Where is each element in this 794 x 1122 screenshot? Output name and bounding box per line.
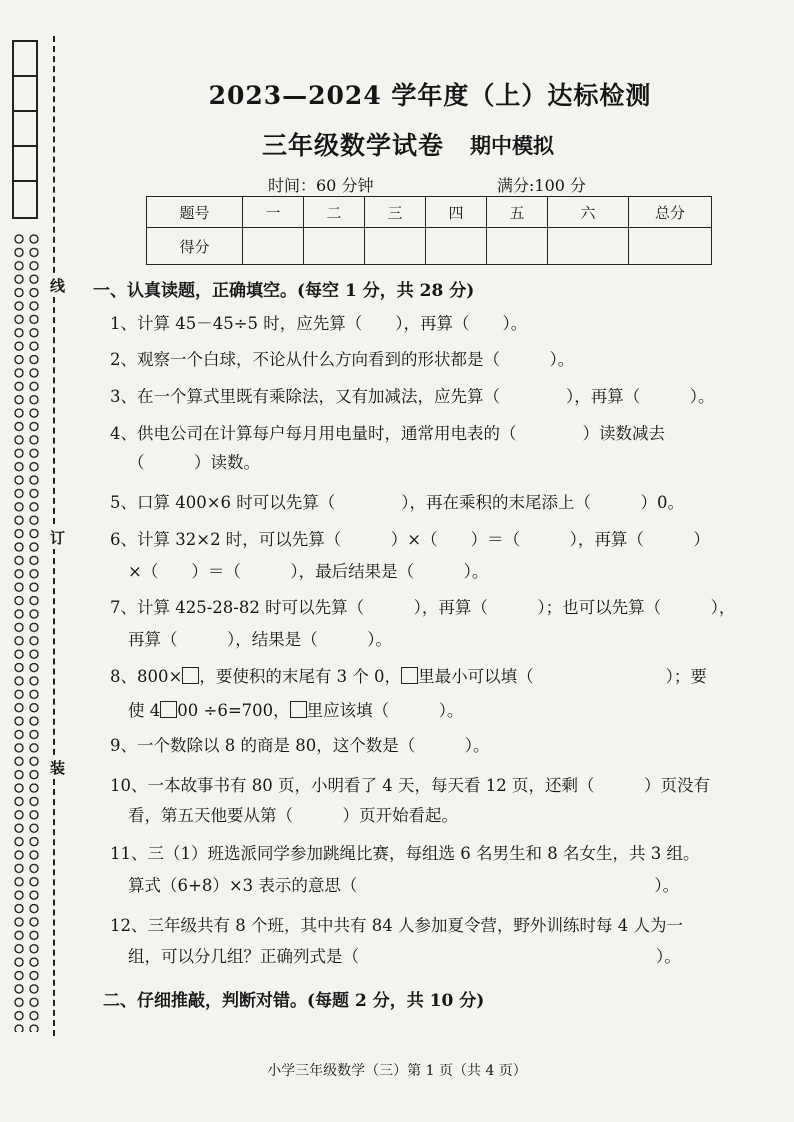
exam-title: 2023—2024 学年度（上）达标检测 <box>208 81 652 110</box>
score-input-cell[interactable] <box>629 228 712 265</box>
score-input-cell[interactable] <box>304 228 365 265</box>
exam-subtitle: 三年级数学试卷 <box>262 131 445 160</box>
answer-box[interactable] <box>290 701 307 718</box>
score-cell: 六 <box>548 197 629 228</box>
q8-middle: ，要使积的末尾有 3 个 0， <box>199 667 402 686</box>
q8-line2-c: 里应该填（ ）。 <box>306 701 464 720</box>
score-cell: 一 <box>243 197 304 228</box>
question-11-line-1: 11、三（1）班选派同学参加跳绳比赛，每组选 6 名男生和 8 名女生，共 3 组。 <box>110 844 700 863</box>
score-cell: 三 <box>365 197 426 228</box>
q8-end: 里最小可以填（ ）；要 <box>418 667 707 686</box>
question-6-line-2: ×（ ）＝（ ），最后结果是（ ）。 <box>128 562 489 581</box>
score-input-cell[interactable] <box>243 228 304 265</box>
binding-mark-staple: 订 <box>50 529 66 547</box>
page-footer: 小学三年级数学（三）第 1 页（共 4 页） <box>267 1063 527 1079</box>
q8-line2-a: 使 4 <box>128 701 161 720</box>
q8-prefix: 8、800× <box>110 667 183 686</box>
exam-time: 时间：60 分钟 <box>268 176 374 195</box>
score-input-cell[interactable] <box>548 228 629 265</box>
question-5: 5、口算 400×6 时可以先算（ ），再在乘积的末尾添上（ ）0。 <box>110 493 685 512</box>
student-info-box <box>12 40 38 219</box>
answer-box[interactable] <box>160 701 177 718</box>
exam-subtitle-tag: 期中模拟 <box>470 133 554 158</box>
score-cell: 二 <box>304 197 365 228</box>
question-9: 9、一个数除以 8 的商是 80，这个数是（ ）。 <box>110 736 490 755</box>
binding-mark-bind: 装 <box>50 759 66 777</box>
question-8-line-2 <box>128 701 463 721</box>
question-8-line-1 <box>110 667 707 687</box>
question-4-line-2: （ ）读数。 <box>128 453 260 472</box>
exam-full-score: 满分:100 分 <box>497 176 587 195</box>
q8-line2-b: 00 ÷6=700， <box>177 701 290 720</box>
score-cell: 五 <box>487 197 548 228</box>
section-1-heading: 一、认真读题，正确填空。(每空 1 分，共 28 分) <box>93 281 475 301</box>
question-12-line-1: 12、三年级共有 8 个班，其中共有 84 人参加夏令营，野外训练时每 4 人为一 <box>110 916 683 935</box>
score-table <box>146 196 712 265</box>
score-table-score-row <box>147 228 712 265</box>
score-cell: 题号 <box>147 197 243 228</box>
question-3: 3、在一个算式里既有乘除法，又有加减法，应先算（ ），再算（ ）。 <box>110 387 715 406</box>
score-table-header-row <box>147 197 712 228</box>
score-row-label: 得分 <box>147 228 243 265</box>
question-12-line-2: 组，可以分几组？正确列式是（ ）。 <box>128 947 681 966</box>
answer-box[interactable] <box>182 667 199 684</box>
question-7-line-1: 7、计算 425-28-82 时可以先算（ ），再算（ ）；也可以先算（ ）， <box>110 598 736 617</box>
binding-holes-right <box>27 232 41 1032</box>
question-7-line-2: 再算（ ），结果是（ ）。 <box>128 630 392 649</box>
question-10-line-1: 10、一本故事书有 80 页，小明看了 4 天，每天看 12 页，还剩（ ）页没有 <box>110 776 710 795</box>
section-2-heading: 二、仔细推敲，判断对错。(每题 2 分，共 10 分) <box>103 991 485 1011</box>
score-cell: 四 <box>426 197 487 228</box>
question-10-line-2: 看，第五天他要从第（ ）页开始看起。 <box>128 806 458 825</box>
question-6-line-1: 6、计算 32×2 时，可以先算（ ）×（ ）＝（ ），再算（ ） <box>110 530 710 549</box>
question-11-line-2: 算式（6+8）×3 表示的意思（ ）。 <box>128 876 680 895</box>
question-1: 1、计算 45－45÷5 时，应先算（ ），再算（ ）。 <box>110 314 528 333</box>
question-2: 2、观察一个白球，不论从什么方向看到的形状都是（ ）。 <box>110 350 575 369</box>
binding-holes-left <box>12 232 26 1032</box>
question-4-line-1: 4、供电公司在计算每户每月用电量时，通常用电表的（ ）读数减去 <box>110 424 665 443</box>
score-input-cell[interactable] <box>426 228 487 265</box>
score-input-cell[interactable] <box>487 228 548 265</box>
answer-box[interactable] <box>401 667 418 684</box>
score-cell: 总分 <box>629 197 712 228</box>
binding-mark-line: 线 <box>50 277 66 295</box>
score-input-cell[interactable] <box>365 228 426 265</box>
